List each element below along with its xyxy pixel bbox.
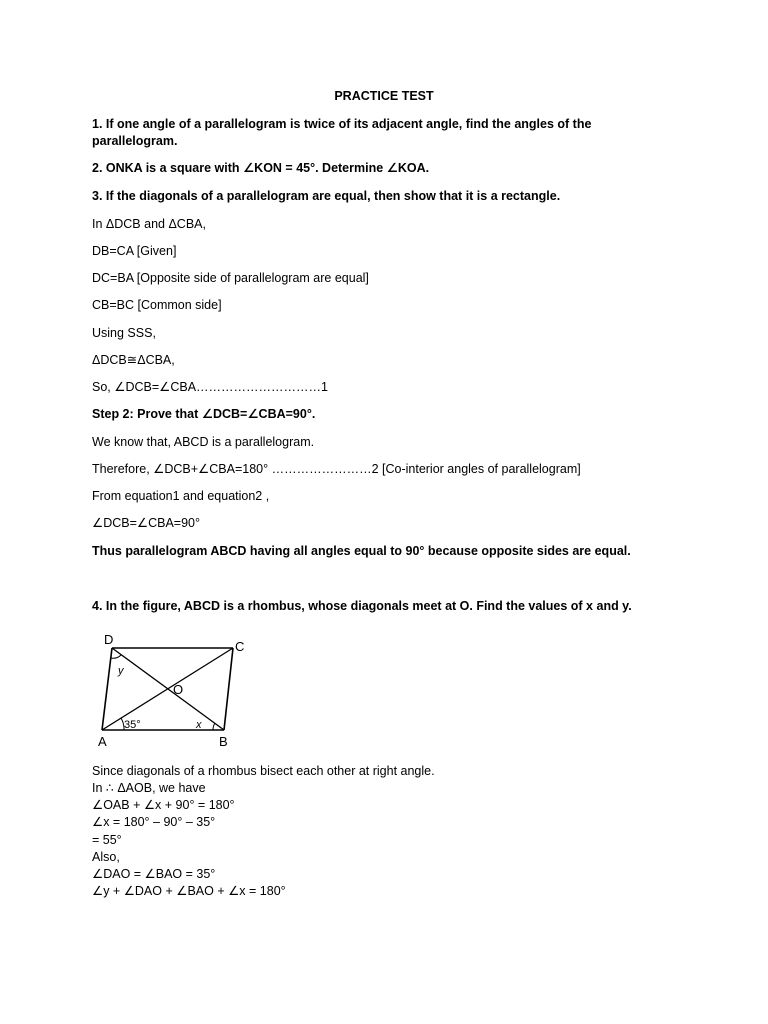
solution-3-line: Therefore, ∠DCB+∠CBA=180° ……………………2 [Co-interior angles of parallelogram] — [92, 462, 581, 476]
solution-3-line: In ΔDCB and ΔCBA, — [92, 217, 206, 231]
solution-3-line: ΔDCB≅ΔCBA, — [92, 353, 175, 367]
angle-arc-b — [213, 723, 215, 730]
rhombus-figure — [94, 630, 254, 750]
solution-4-line: ∠DAO = ∠BAO = 35° — [92, 867, 216, 881]
side-ad — [102, 648, 112, 730]
label-x: x — [196, 719, 202, 731]
label-angle-35: 35° — [124, 719, 141, 731]
solution-3-line: Using SSS, — [92, 326, 156, 340]
angle-arc-d — [111, 655, 121, 658]
solution-4-line: Since diagonals of a rhombus bisect each other at right angle. — [92, 764, 435, 778]
solution-3-line: CB=BC [Common side] — [92, 298, 222, 312]
question-4: 4. In the figure, ABCD is a rhombus, whose diagonals meet at O. Find the values of x and y. — [92, 599, 632, 613]
solution-4-line: ∠y + ∠DAO + ∠BAO + ∠x = 180° — [92, 884, 286, 898]
solution-3-line: ∠DCB=∠CBA=90° — [92, 516, 201, 530]
solution-3-line: We know that, ABCD is a parallelogram. — [92, 435, 315, 449]
label-a: A — [98, 734, 107, 749]
page-title: PRACTICE TEST — [334, 89, 434, 103]
solution-3-line: DC=BA [Opposite side of parallelogram are equal] — [92, 271, 369, 285]
solution-3-step-2: Step 2: Prove that ∠DCB=∠CBA=90°. — [92, 407, 316, 421]
label-d: D — [104, 632, 114, 647]
solution-4-line: Also, — [92, 850, 120, 864]
side-cb — [224, 648, 233, 730]
question-2: 2. ONKA is a square with ∠KON = 45°. Determine ∠KOA. — [92, 161, 430, 175]
solution-3-line: So, ∠DCB=∠CBA…………………………1 — [92, 380, 328, 394]
label-c: C — [235, 639, 245, 654]
solution-3-line: DB=CA [Given] — [92, 244, 177, 258]
label-y: y — [118, 665, 124, 677]
solution-3-conclusion: Thus parallelogram ABCD having all angles equal to 90° because opposite sides are equal. — [92, 544, 631, 558]
label-o: O — [173, 682, 184, 697]
question-1-line-1: 1. If one angle of a parallelogram is twice of its adjacent angle, find the angles of the — [92, 117, 592, 131]
question-1-line-2: parallelogram. — [92, 134, 178, 148]
diagonal-ac — [102, 648, 233, 730]
solution-4-line: ∠OAB + ∠x + 90° = 180° — [92, 798, 235, 812]
solution-3-line: From equation1 and equation2 , — [92, 489, 270, 503]
label-b: B — [219, 734, 228, 749]
question-3: 3. If the diagonals of a parallelogram are equal, then show that it is a rectangle. — [92, 189, 561, 203]
rhombus-diagram — [94, 630, 254, 750]
solution-4-line: In ∴ ΔAOB, we have — [92, 781, 206, 795]
solution-4-line: ∠x = 180° – 90° – 35° — [92, 815, 216, 829]
solution-4-line: = 55° — [92, 833, 122, 847]
